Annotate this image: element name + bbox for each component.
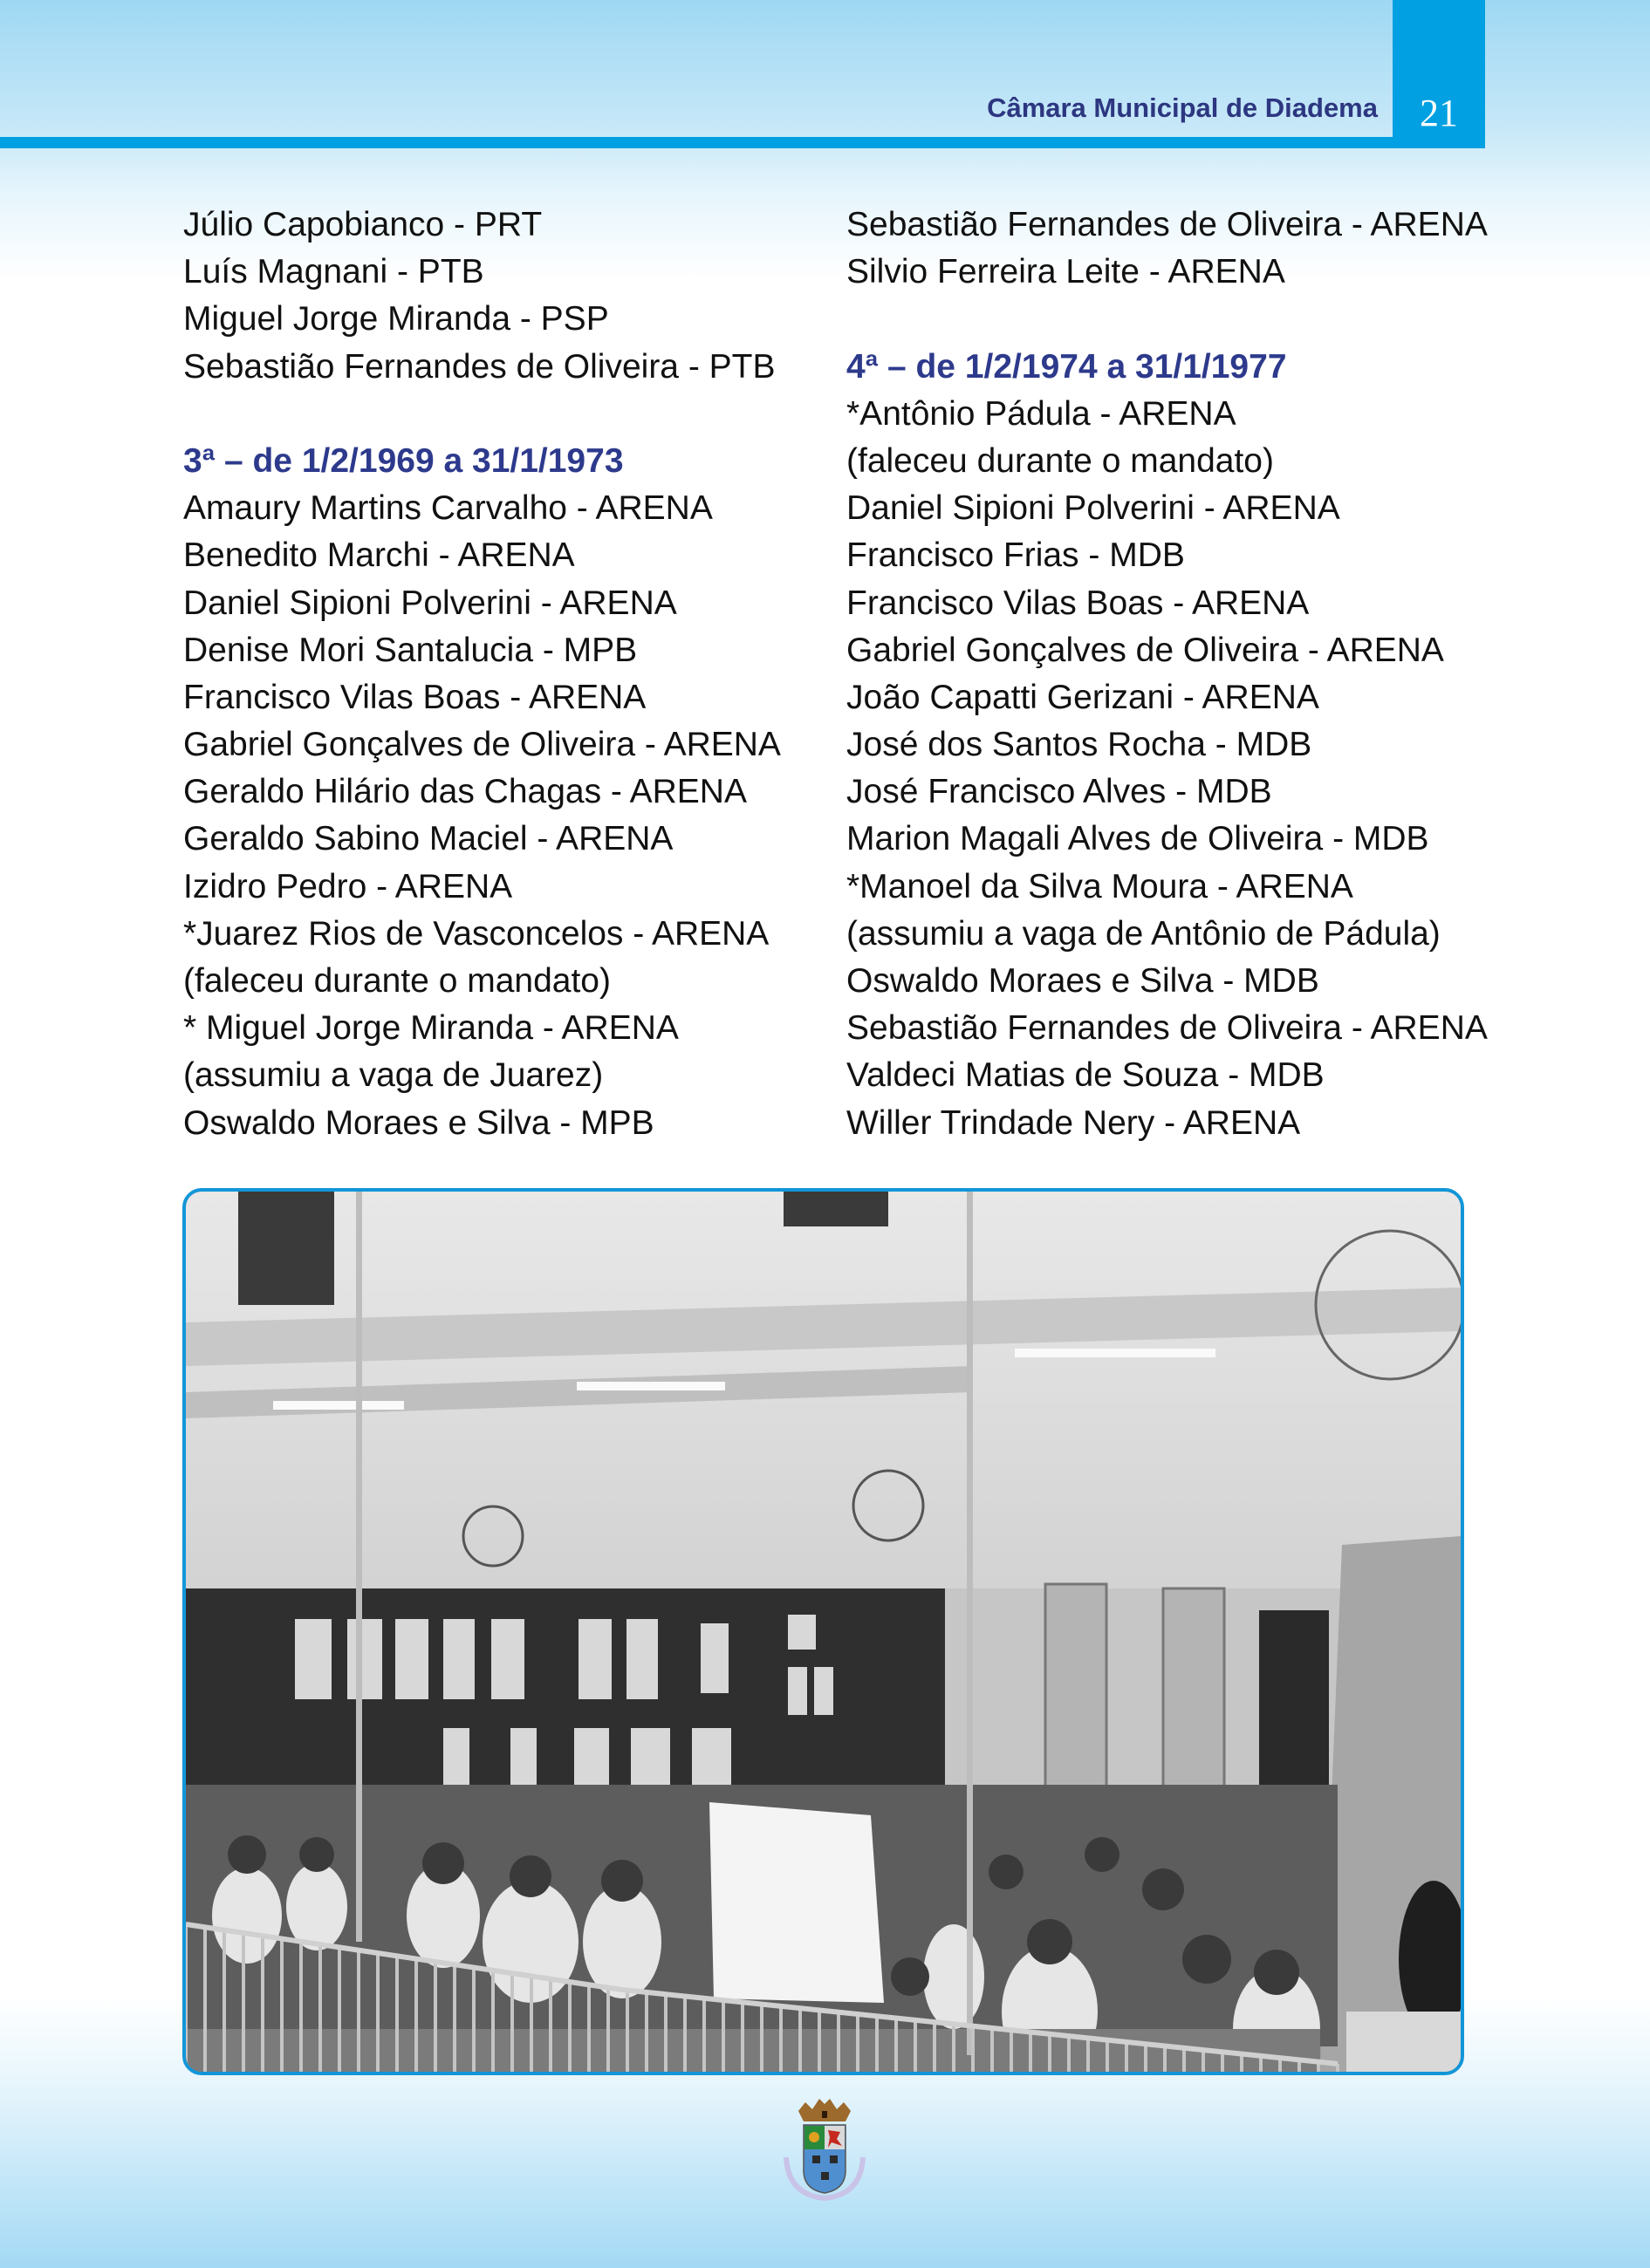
photo-pole xyxy=(356,1192,362,1942)
list-item: Silvio Ferreira Leite - ARENA xyxy=(846,253,1285,291)
photo-light xyxy=(577,1382,725,1390)
photo-banner xyxy=(709,1802,884,2003)
header-title: Câmara Municipal de Diadema xyxy=(987,92,1378,123)
list-item: Francisco Frias - MDB xyxy=(846,536,1185,575)
list-item: Daniel Sipioni Polverini - ARENA xyxy=(183,584,677,622)
list-item: Luís Magnani - PTB xyxy=(183,253,484,291)
list-item-justified xyxy=(183,911,803,958)
photo-light xyxy=(1015,1349,1215,1357)
list-item: Gabriel Gonçalves de Oliveira - ARENA xyxy=(183,726,781,764)
header-rule xyxy=(0,137,1393,148)
page-number-box xyxy=(1393,0,1485,148)
word: Vasconcelos xyxy=(433,914,624,953)
list-item: (assumiu a vaga de Antônio de Pádula) xyxy=(846,914,1441,953)
list-item: Geraldo Sabino Maciel - ARENA xyxy=(183,820,674,858)
word: Rios xyxy=(308,914,377,953)
list-item: Sebastião Fernandes de Oliveira - PTB xyxy=(183,347,776,386)
coat-of-arms-icon xyxy=(779,2092,870,2205)
list-item: Denise Mori Santalucia - MPB xyxy=(183,631,638,669)
list-item: (faleceu durante o mandato) xyxy=(183,962,611,1000)
photo-floor xyxy=(186,2029,1320,2072)
word: *Juarez xyxy=(183,914,299,953)
spacer xyxy=(183,391,811,438)
list-item: * Miguel Jorge Miranda - ARENA xyxy=(183,1009,679,1048)
list-item: Geraldo Hilário das Chagas - ARENA xyxy=(183,773,747,811)
photo-speaker xyxy=(238,1192,334,1305)
list-item: Daniel Sipioni Polverini - ARENA xyxy=(846,489,1340,528)
list-item: (assumiu a vaga de Juarez) xyxy=(183,1056,604,1095)
list-item: Izidro Pedro - ARENA xyxy=(183,867,513,905)
photo-door xyxy=(1045,1584,1106,1820)
left-column xyxy=(183,202,811,1147)
list-item: Benedito Marchi - ARENA xyxy=(183,536,575,575)
list-item: Sebastião Fernandes de Oliveira - ARENA xyxy=(846,1009,1488,1048)
list-item: João Capatti Gerizani - ARENA xyxy=(846,678,1319,716)
photo-speaker xyxy=(784,1192,888,1226)
list-item: Francisco Vilas Boas - ARENA xyxy=(183,678,647,716)
word: de xyxy=(385,914,424,953)
photo-pole xyxy=(967,1192,973,2055)
photo-desk-papers xyxy=(1346,2012,1461,2072)
word: - xyxy=(633,914,645,953)
list-item: Marion Magali Alves de Oliveira - MDB xyxy=(846,820,1429,858)
term-heading-3: 3ª – de 1/2/1969 a 31/1/1973 xyxy=(183,441,624,480)
spacer xyxy=(846,296,1475,343)
term-heading-4: 4ª – de 1/2/1974 a 31/1/1977 xyxy=(846,347,1287,386)
list-item: José Francisco Alves - MDB xyxy=(846,773,1272,811)
list-item: Sebastião Fernandes de Oliveira - ARENA xyxy=(846,206,1488,243)
page-number: 21 xyxy=(1420,92,1458,134)
list-item: Willer Trindade Nery - ARENA xyxy=(846,1103,1301,1142)
photo-light xyxy=(273,1401,404,1410)
session-photo-image xyxy=(186,1192,1461,2072)
photo-door xyxy=(1163,1588,1224,1815)
municipal-coat-of-arms-icon xyxy=(779,2092,870,2205)
list-item: Gabriel Gonçalves de Oliveira - ARENA xyxy=(846,631,1444,669)
list-item: Valdeci Matias de Souza - MDB xyxy=(846,1056,1325,1095)
list-item: José dos Santos Rocha - MDB xyxy=(846,726,1312,764)
list-item: Oswaldo Moraes e Silva - MDB xyxy=(846,962,1319,1000)
list-item: Oswaldo Moraes e Silva - MPB xyxy=(183,1103,654,1142)
list-item: *Manoel da Silva Moura - ARENA xyxy=(846,867,1353,905)
list-item: Miguel Jorge Miranda - PSP xyxy=(183,300,609,338)
list-item: Amaury Martins Carvalho - ARENA xyxy=(183,489,713,528)
session-photo xyxy=(182,1188,1464,2075)
right-column xyxy=(846,202,1488,1147)
word: ARENA xyxy=(651,914,770,953)
list-item: Júlio Capobianco - PRT xyxy=(183,206,543,243)
list-item: (faleceu durante o mandato) xyxy=(846,441,1274,480)
list-item: *Antônio Pádula - ARENA xyxy=(846,394,1236,433)
list-item: Francisco Vilas Boas - ARENA xyxy=(846,584,1310,622)
